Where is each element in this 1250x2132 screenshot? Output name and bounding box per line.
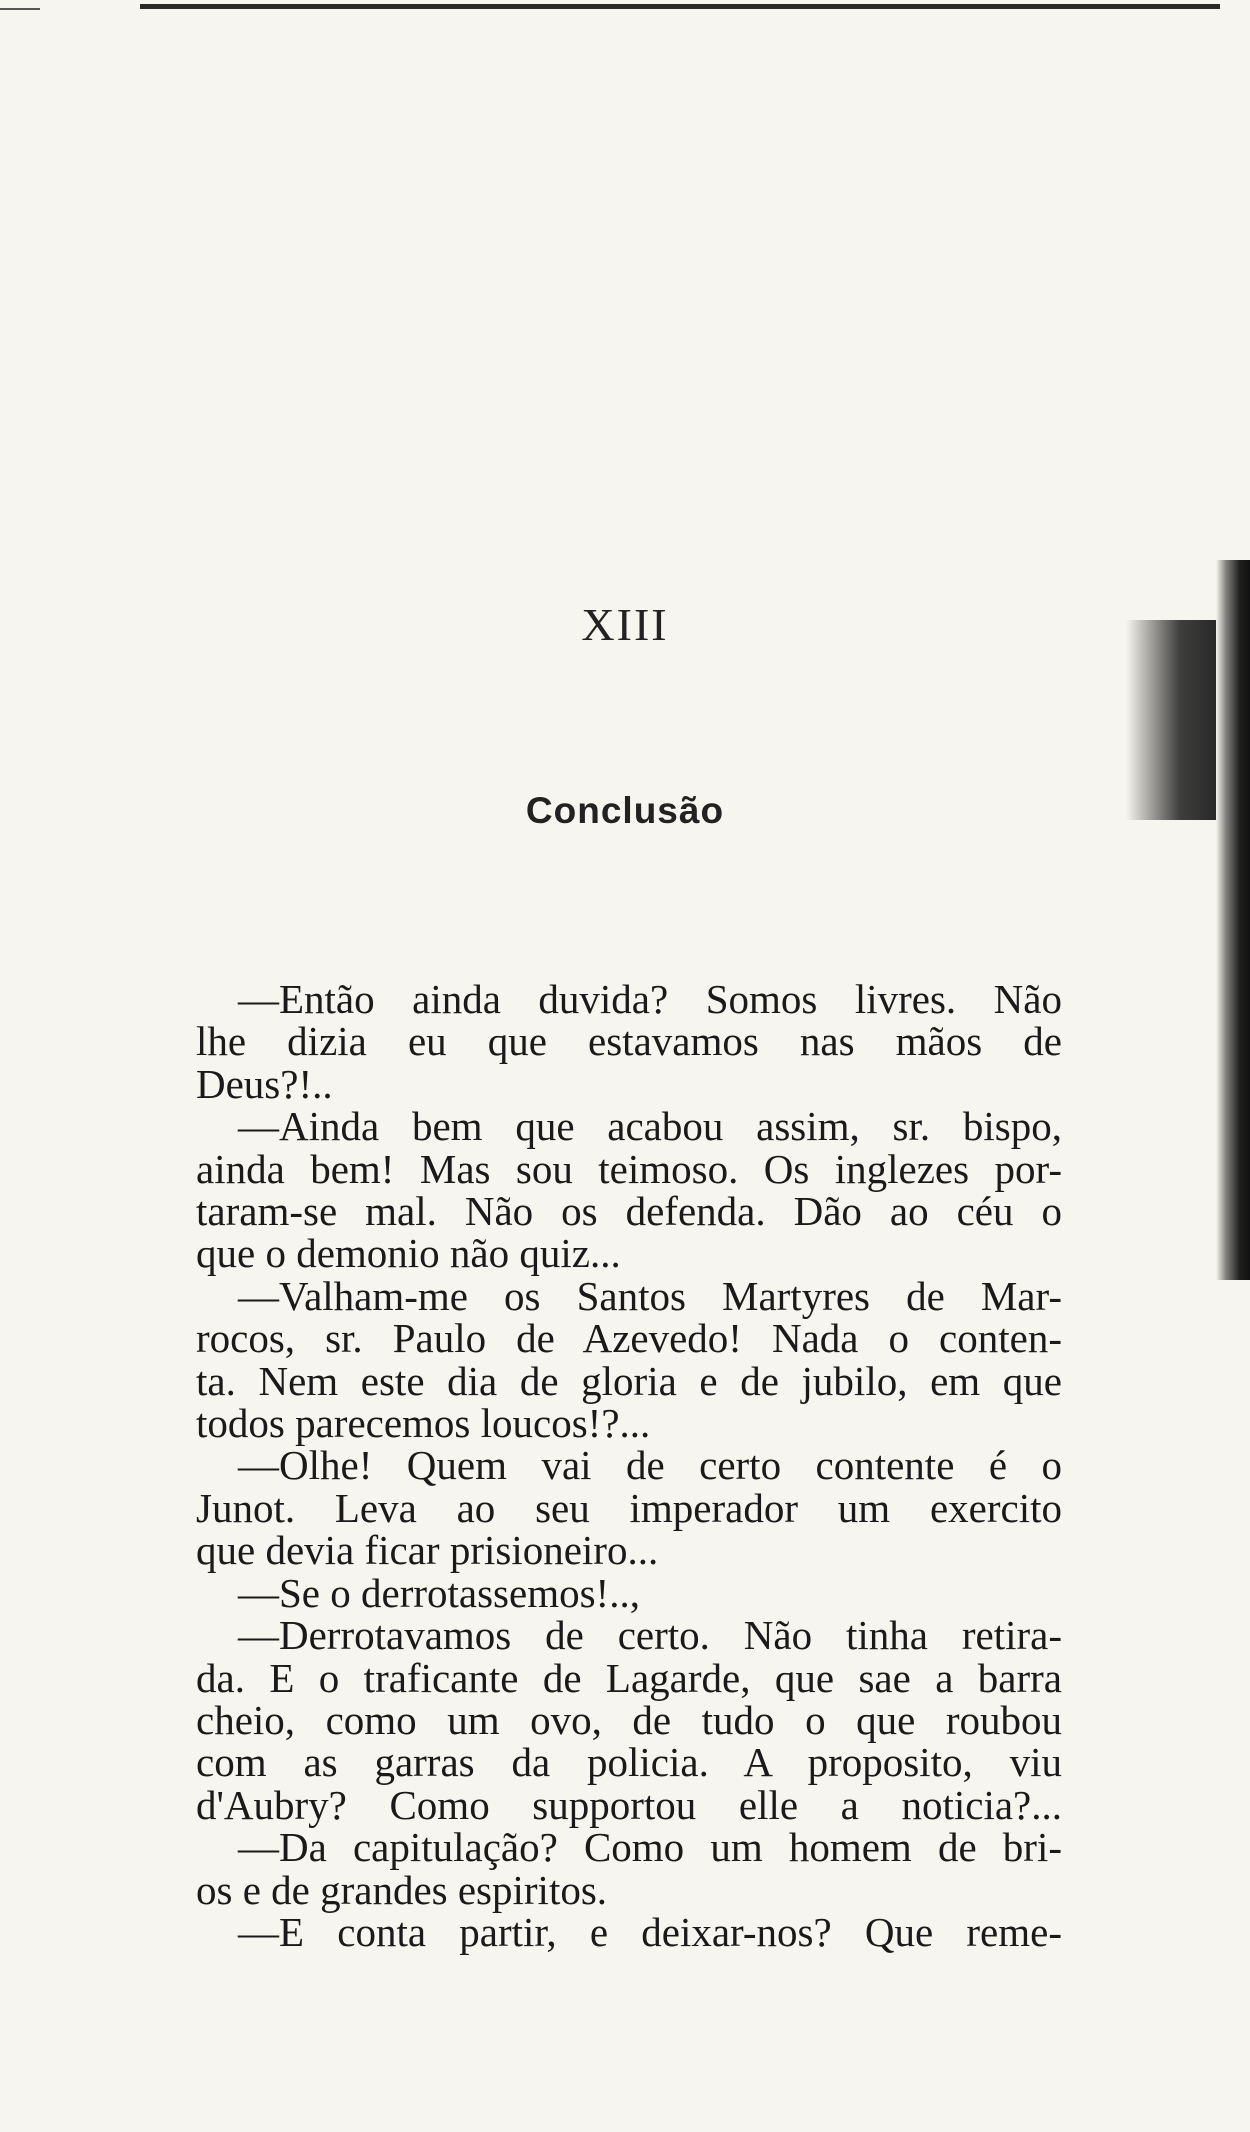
page-edge-shadow: [1216, 560, 1250, 1280]
top-rule: [140, 4, 1220, 9]
text-line: lhe dizia eu que estavamos nas mãos de: [196, 1018, 1062, 1065]
text-line: —Derrotavamos de certo. Não tinha retira-: [238, 1612, 1062, 1659]
text-line: da. E o traficante de Lagarde, que sae a barra: [196, 1654, 1062, 1701]
text-line: cheio, como um ovo, de tudo o que roubou: [196, 1696, 1062, 1743]
text-line: —Ainda bem que acabou assim, sr. bispo,: [238, 1103, 1062, 1150]
top-rule-fragment: [0, 8, 40, 10]
text-line: —Olhe! Quem vai de certo contente é o: [238, 1442, 1062, 1489]
text-line: ainda bem! Mas sou teimoso. Os inglezes por-: [196, 1145, 1062, 1192]
text-line: todos parecemos loucos!?...: [196, 1400, 651, 1447]
text-line: Junot. Leva ao seu imperador um exercito: [196, 1484, 1062, 1531]
text-line: —Se o derrotassemos!..,: [238, 1569, 640, 1616]
text-line: ta. Nem este dia de gloria e de jubilo, em que: [196, 1357, 1062, 1404]
text-line: taram-se mal. Não os defenda. Dão ao céu o: [196, 1188, 1062, 1235]
text-line: os e de grandes espiritos.: [196, 1866, 608, 1913]
text-line: —Então ainda duvida? Somos livres. Não: [238, 976, 1062, 1022]
text-line: Deus?!..: [196, 1060, 333, 1107]
text-line: —Valham-me os Santos Martyres de Mar-: [238, 1272, 1062, 1319]
text-line: que devia ficar prisioneiro...: [196, 1527, 659, 1574]
chapter-number: XIII: [581, 599, 669, 650]
text-line: que o demonio não quiz...: [196, 1230, 621, 1277]
text-line: —E conta partir, e deixar-nos? Que reme-: [238, 1908, 1062, 1955]
text-line: d'Aubry? Como supportou elle a noticia?...: [196, 1781, 1062, 1828]
body-text: [196, 978, 1062, 1953]
text-line: —Da capitulação? Como um homem de bri-: [238, 1824, 1062, 1871]
text-line: rocos, sr. Paulo de Azevedo! Nada o conten-: [196, 1315, 1062, 1362]
chapter-title: Conclusão: [525, 790, 725, 831]
text-line: com as garras da policia. A proposito, viu: [196, 1739, 1062, 1786]
